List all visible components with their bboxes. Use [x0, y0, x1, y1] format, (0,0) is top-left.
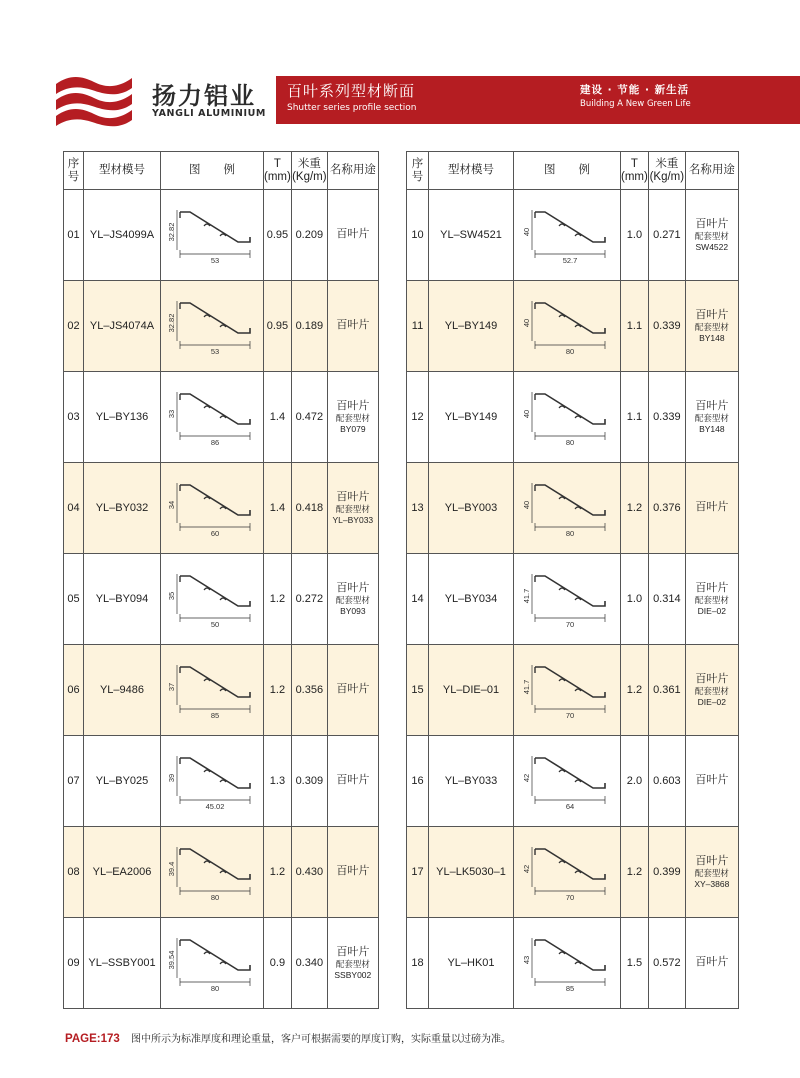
weight-value: 0.572 [648, 918, 685, 1009]
matching-profile: BY079 [340, 423, 366, 434]
table-row [64, 463, 379, 554]
profile-figure [514, 736, 621, 827]
weight-value: 0.399 [648, 827, 685, 918]
height-dimension: 37 [167, 682, 176, 692]
usage-cell [685, 918, 738, 1009]
usage-name: 百叶片 [695, 399, 729, 412]
brand-name-cn: 扬力铝业 [152, 82, 256, 110]
thickness-value: 1.1 [621, 281, 649, 372]
col-t-label: T [630, 158, 638, 171]
weight-value: 0.603 [648, 736, 685, 827]
profile-figure [161, 463, 264, 554]
brand-name-en: YANGLI ALUMINIUM [152, 108, 266, 119]
height-dimension: 35 [167, 591, 176, 601]
thickness-value: 0.9 [264, 918, 292, 1009]
profile-drawing [166, 659, 258, 721]
slogan-cn: 建设 · 节能 · 新生活 [580, 84, 690, 96]
width-dimension: 80 [210, 893, 220, 902]
height-dimension: 41.7 [522, 679, 531, 695]
row-number: 09 [64, 918, 84, 1009]
col-figure-header: 图 例 [161, 152, 264, 190]
model-number: YL–EA2006 [84, 827, 161, 918]
usage-name: 百叶片 [336, 581, 370, 594]
profile-figure [514, 281, 621, 372]
usage-name: 百叶片 [336, 399, 370, 412]
matching-label: 配套型材 [694, 868, 729, 879]
profile-figure [514, 918, 621, 1009]
profile-table-right [406, 151, 739, 1009]
row-number: 15 [407, 645, 429, 736]
thickness-value: 0.95 [264, 190, 292, 281]
height-dimension: 42 [522, 864, 531, 874]
matching-label: 配套型材 [694, 322, 729, 333]
usage-cell [327, 372, 378, 463]
col-use-header: 名称用途 [685, 152, 738, 190]
thickness-value: 1.0 [621, 554, 649, 645]
profile-figure [514, 827, 621, 918]
col-no-header: 序号 [64, 152, 84, 190]
usage-name: 百叶片 [336, 319, 370, 332]
matching-label: 配套型材 [694, 595, 729, 606]
height-dimension: 40 [522, 318, 531, 328]
thickness-value: 1.3 [264, 736, 292, 827]
row-number: 05 [64, 554, 84, 645]
matching-profile: YL–BY033 [332, 514, 374, 525]
matching-profile: BY148 [699, 423, 725, 434]
model-number: YL–JS4074A [84, 281, 161, 372]
usage-cell [685, 827, 738, 918]
matching-profile: SSBY002 [334, 969, 372, 980]
thickness-value: 1.2 [264, 554, 292, 645]
weight-value: 0.271 [648, 190, 685, 281]
usage-cell [327, 281, 378, 372]
thickness-value: 1.2 [621, 645, 649, 736]
profile-drawing [521, 295, 613, 357]
col-use-header: 名称用途 [327, 152, 378, 190]
profile-drawing [521, 568, 613, 630]
model-number: YL–BY149 [429, 281, 514, 372]
width-dimension: 70 [565, 711, 575, 720]
width-dimension: 52.7 [562, 256, 578, 265]
width-dimension: 64 [565, 802, 575, 811]
weight-value: 0.339 [648, 372, 685, 463]
height-dimension: 39.54 [167, 950, 176, 970]
table-body-left [64, 190, 379, 1009]
usage-name: 百叶片 [336, 865, 370, 878]
row-number: 14 [407, 554, 429, 645]
height-dimension: 40 [522, 500, 531, 510]
row-number: 18 [407, 918, 429, 1009]
profile-drawing [166, 932, 258, 994]
usage-cell [685, 190, 738, 281]
table-header-row [64, 152, 379, 190]
width-dimension: 45.02 [205, 802, 225, 811]
profile-figure [161, 190, 264, 281]
height-dimension: 32.82 [167, 222, 176, 242]
thickness-value: 1.4 [264, 463, 292, 554]
table-row [407, 190, 739, 281]
page-header [0, 0, 800, 140]
matching-label: 配套型材 [335, 504, 370, 515]
matching-profile: BY093 [340, 605, 366, 616]
matching-label: 配套型材 [335, 595, 370, 606]
col-t-unit: (mm) [621, 170, 648, 183]
weight-value: 0.339 [648, 281, 685, 372]
usage-cell [685, 372, 738, 463]
profile-figure [514, 463, 621, 554]
width-dimension: 70 [565, 620, 575, 629]
matching-profile: SW4522 [695, 241, 729, 252]
matching-profile: BY148 [699, 332, 725, 343]
thickness-value: 0.95 [264, 281, 292, 372]
usage-cell [685, 281, 738, 372]
profile-figure [514, 554, 621, 645]
profile-drawing [166, 568, 258, 630]
row-number: 06 [64, 645, 84, 736]
matching-profile: DIE–02 [697, 696, 726, 707]
width-dimension: 85 [565, 984, 575, 993]
profile-drawing [166, 750, 258, 812]
height-dimension: 33 [167, 409, 176, 419]
model-number: YL–SSBY001 [84, 918, 161, 1009]
usage-cell [685, 554, 738, 645]
model-number: YL–9486 [84, 645, 161, 736]
usage-cell [327, 645, 378, 736]
height-dimension: 39 [167, 773, 176, 783]
row-number: 04 [64, 463, 84, 554]
height-dimension: 32.82 [167, 313, 176, 333]
matching-label: 配套型材 [694, 413, 729, 424]
weight-value: 0.340 [291, 918, 327, 1009]
width-dimension: 70 [565, 893, 575, 902]
weight-value: 0.209 [291, 190, 327, 281]
thickness-value: 1.2 [621, 827, 649, 918]
col-model-header: 型材模号 [84, 152, 161, 190]
table-row [407, 554, 739, 645]
row-number: 08 [64, 827, 84, 918]
width-dimension: 80 [565, 347, 575, 356]
usage-name: 百叶片 [695, 854, 729, 867]
height-dimension: 40 [522, 409, 531, 419]
usage-name: 百叶片 [695, 217, 729, 230]
profile-figure [161, 736, 264, 827]
matching-label: 配套型材 [335, 959, 370, 970]
height-dimension: 40 [522, 227, 531, 237]
model-number: YL–DIE–01 [429, 645, 514, 736]
thickness-value: 2.0 [621, 736, 649, 827]
col-weight-label: 米重 [655, 158, 679, 171]
row-number: 02 [64, 281, 84, 372]
col-t-header [264, 152, 292, 190]
page-footer [65, 1030, 511, 1045]
usage-cell [327, 554, 378, 645]
height-dimension: 42 [522, 773, 531, 783]
thickness-value: 1.0 [621, 190, 649, 281]
weight-value: 0.356 [291, 645, 327, 736]
profile-drawing [521, 386, 613, 448]
usage-name: 百叶片 [336, 683, 370, 696]
profile-figure [161, 827, 264, 918]
thickness-value: 1.5 [621, 918, 649, 1009]
col-weight-header [291, 152, 327, 190]
thickness-value: 1.4 [264, 372, 292, 463]
profile-figure [161, 372, 264, 463]
usage-name: 百叶片 [695, 501, 729, 514]
matching-label: 配套型材 [694, 231, 729, 242]
model-number: YL–BY003 [429, 463, 514, 554]
col-weight-label: 米重 [297, 158, 321, 171]
usage-cell [685, 645, 738, 736]
model-number: YL–BY033 [429, 736, 514, 827]
weight-value: 0.309 [291, 736, 327, 827]
table-row [64, 918, 379, 1009]
profile-figure [161, 918, 264, 1009]
weight-value: 0.376 [648, 463, 685, 554]
height-dimension: 41.7 [522, 588, 531, 604]
model-number: YL–BY032 [84, 463, 161, 554]
usage-name: 百叶片 [336, 774, 370, 787]
thickness-value: 1.2 [264, 827, 292, 918]
weight-value: 0.189 [291, 281, 327, 372]
usage-name: 百叶片 [695, 581, 729, 594]
table-row [64, 736, 379, 827]
usage-cell [327, 827, 378, 918]
weight-value: 0.361 [648, 645, 685, 736]
table-row [64, 554, 379, 645]
model-number: YL–BY136 [84, 372, 161, 463]
height-dimension: 34 [167, 500, 176, 510]
col-figure-header: 图 例 [514, 152, 621, 190]
footer-note: 图中所示为标准厚度和理论重量，客户可根据需要的厚度订购，实际重量以过磅为准。 [130, 1034, 511, 1045]
model-number: YL–BY034 [429, 554, 514, 645]
profile-drawing [521, 841, 613, 903]
thickness-value: 1.2 [264, 645, 292, 736]
profile-figure [161, 645, 264, 736]
weight-value: 0.272 [291, 554, 327, 645]
table-row [407, 372, 739, 463]
col-weight-unit: (Kg/m) [292, 170, 327, 183]
profile-figure [514, 645, 621, 736]
thickness-value: 1.1 [621, 372, 649, 463]
width-dimension: 53 [210, 347, 220, 356]
table-row [407, 645, 739, 736]
table-row [64, 827, 379, 918]
usage-cell [327, 190, 378, 281]
model-number: YL–JS4099A [84, 190, 161, 281]
table-header-row [407, 152, 739, 190]
col-t-header [621, 152, 649, 190]
profile-drawing [521, 477, 613, 539]
profile-figure [514, 372, 621, 463]
row-number: 13 [407, 463, 429, 554]
col-t-label: T [273, 158, 281, 171]
col-weight-header [648, 152, 685, 190]
row-number: 11 [407, 281, 429, 372]
usage-cell [327, 918, 378, 1009]
page-number: PAGE:173 [65, 1033, 120, 1045]
matching-label: 配套型材 [335, 413, 370, 424]
usage-name: 百叶片 [695, 774, 729, 787]
profile-drawing [521, 750, 613, 812]
col-t-unit: (mm) [264, 170, 291, 183]
usage-name: 百叶片 [336, 228, 370, 241]
model-number: YL–BY094 [84, 554, 161, 645]
row-number: 16 [407, 736, 429, 827]
slogan-en: Building A New Green Life [580, 99, 691, 109]
section-title-cn: 百叶系列型材断面 [287, 82, 416, 100]
profile-figure [161, 554, 264, 645]
profile-drawing [166, 295, 258, 357]
height-dimension: 43 [522, 955, 531, 965]
profile-drawing [521, 659, 613, 721]
profile-figure [514, 190, 621, 281]
weight-value: 0.472 [291, 372, 327, 463]
table-body-right [407, 190, 739, 1009]
usage-cell [327, 463, 378, 554]
table-row [64, 281, 379, 372]
table-row [407, 918, 739, 1009]
table-row [64, 372, 379, 463]
width-dimension: 80 [565, 438, 575, 447]
usage-name: 百叶片 [336, 945, 370, 958]
row-number: 01 [64, 190, 84, 281]
profile-drawing [521, 204, 613, 266]
matching-profile: XY–3868 [694, 878, 730, 889]
row-number: 12 [407, 372, 429, 463]
width-dimension: 60 [210, 529, 220, 538]
model-number: YL–BY025 [84, 736, 161, 827]
row-number: 17 [407, 827, 429, 918]
table-row [407, 281, 739, 372]
row-number: 03 [64, 372, 84, 463]
thickness-value: 1.2 [621, 463, 649, 554]
table-row [64, 190, 379, 281]
weight-value: 0.430 [291, 827, 327, 918]
width-dimension: 80 [565, 529, 575, 538]
col-weight-unit: (Kg/m) [649, 170, 685, 183]
width-dimension: 86 [210, 438, 220, 447]
table-row [407, 827, 739, 918]
width-dimension: 80 [210, 984, 220, 993]
weight-value: 0.418 [291, 463, 327, 554]
usage-name: 百叶片 [336, 490, 370, 503]
profile-table-left [63, 151, 379, 1009]
profile-drawing [166, 477, 258, 539]
usage-cell [327, 736, 378, 827]
profile-drawing [166, 204, 258, 266]
row-number: 10 [407, 190, 429, 281]
usage-name: 百叶片 [695, 672, 729, 685]
table-row [407, 736, 739, 827]
model-number: YL–HK01 [429, 918, 514, 1009]
usage-cell [685, 463, 738, 554]
height-dimension: 39.4 [167, 861, 176, 877]
table-row [407, 463, 739, 554]
model-number: YL–SW4521 [429, 190, 514, 281]
table-row [64, 645, 379, 736]
usage-cell [685, 736, 738, 827]
matching-profile: DIE–02 [697, 605, 726, 616]
row-number: 07 [64, 736, 84, 827]
profile-drawing [166, 386, 258, 448]
model-number: YL–LK5030–1 [429, 827, 514, 918]
usage-name: 百叶片 [695, 956, 729, 969]
profile-drawing [521, 932, 613, 994]
matching-label: 配套型材 [694, 686, 729, 697]
width-dimension: 50 [210, 620, 220, 629]
profile-drawing [166, 841, 258, 903]
profile-figure [161, 281, 264, 372]
width-dimension: 85 [210, 711, 220, 720]
yangli-logo-icon [52, 70, 134, 132]
weight-value: 0.314 [648, 554, 685, 645]
usage-name: 百叶片 [695, 308, 729, 321]
col-no-header: 序号 [407, 152, 429, 190]
col-model-header: 型材模号 [429, 152, 514, 190]
model-number: YL–BY149 [429, 372, 514, 463]
width-dimension: 53 [210, 256, 220, 265]
section-title-en: Shutter series profile section [287, 103, 417, 113]
